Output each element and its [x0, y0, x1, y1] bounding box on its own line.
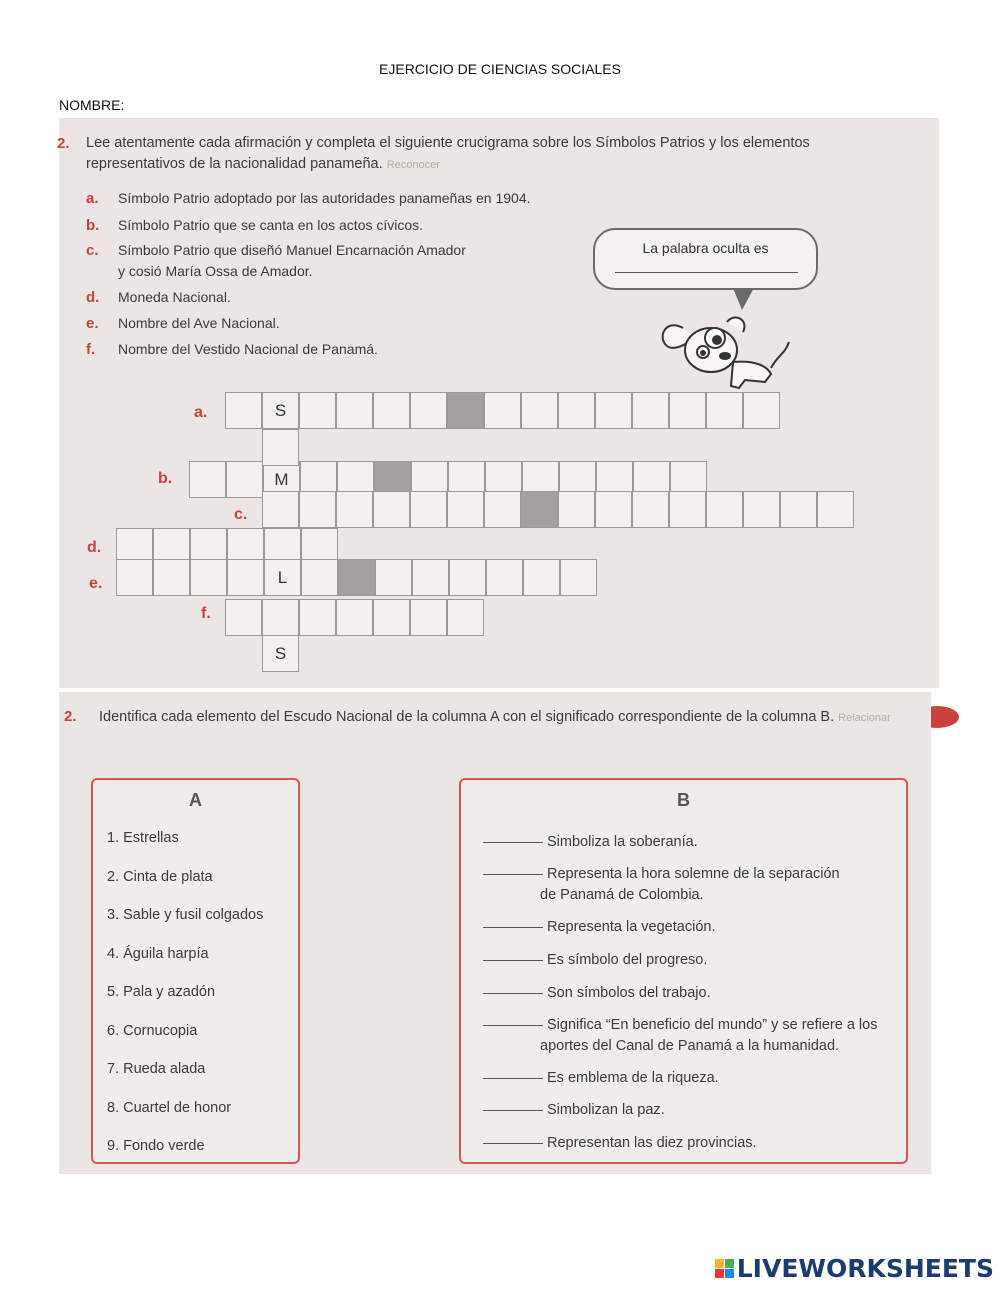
answer-blank[interactable] [483, 960, 543, 961]
crossword-cell-e[interactable] [190, 559, 227, 596]
crossword-cell-a[interactable] [595, 392, 632, 429]
crossword-cell-a[interactable] [447, 392, 484, 429]
question-number: 2. [64, 708, 77, 725]
crossword-cell-c[interactable] [558, 491, 595, 528]
crossword-cell-b[interactable] [226, 461, 263, 498]
crossword-cell-a: S [262, 392, 299, 429]
crossword-instruction [86, 133, 846, 176]
crossword-cell-b: M [263, 461, 300, 498]
crossword-cell-c[interactable] [262, 491, 299, 528]
crossword-cell-f[interactable] [447, 599, 484, 636]
column-a-title: A [189, 790, 202, 810]
grid-label-e: e. [89, 575, 103, 592]
answer-blank[interactable] [483, 842, 543, 843]
question-number: 2. [57, 135, 70, 152]
crossword-cell-e[interactable] [227, 559, 264, 596]
crossword-cell-e[interactable] [412, 559, 449, 596]
crossword-cell-e[interactable] [486, 559, 523, 596]
crossword-cell-a[interactable] [558, 392, 595, 429]
crossword-cell-c[interactable] [373, 491, 410, 528]
crossword-cell-a[interactable] [484, 392, 521, 429]
crossword-cell-c[interactable] [447, 491, 484, 528]
crossword-cell-c[interactable] [706, 491, 743, 528]
matching-section [59, 692, 931, 1174]
name-label: NOMBRE: [59, 97, 125, 113]
column-b-box [459, 778, 908, 1164]
answer-blank[interactable] [483, 993, 543, 994]
speech-bubble-tail [733, 288, 754, 310]
clue-f: f. Nombre del Vestido Nacional de Panamá. [86, 341, 378, 358]
clue-c: c. Símbolo Patrio que diseñó Manuel Encarnación Amador y cosió María Ossa de Amador. [86, 242, 466, 279]
crossword-cell-c[interactable] [484, 491, 521, 528]
list-item: Es símbolo del progreso. [483, 950, 901, 971]
crossword-cell-c[interactable] [336, 491, 373, 528]
crossword-cell-c[interactable] [669, 491, 706, 528]
liveworksheets-logo [715, 1254, 994, 1283]
grid-label-b: b. [158, 470, 173, 487]
crossword-cell-e[interactable] [560, 559, 597, 596]
crossword-cell-c[interactable] [817, 491, 854, 528]
list-item: Simboliza la soberanía. [483, 832, 901, 853]
list-item: 6. Cornucopia [107, 1023, 198, 1039]
list-item: 1. Estrellas [107, 830, 179, 846]
list-item: Representa la hora solemne de la separación de Panamá de Colombia. [483, 864, 901, 906]
logo-text: LIVEWORKSHEETS [736, 1254, 994, 1283]
clue-b: b. Símbolo Patrio que se canta en los actos cívicos. [86, 217, 424, 234]
dog-mascot-icon [655, 308, 795, 398]
crossword-section [59, 118, 939, 688]
crossword-cell-a[interactable] [299, 392, 336, 429]
crossword-cell-e[interactable] [338, 559, 375, 596]
crossword-cell-e[interactable] [375, 559, 412, 596]
crossword-cell-a[interactable] [373, 392, 410, 429]
instruction-text: Lee atentamente cada afirmación y completa el siguiente crucigrama sobre los Símbolos Patrios y los elementos representativos de la nacionalidad panameña. [86, 135, 810, 172]
crossword-cell-e[interactable] [116, 559, 153, 596]
list-item: 9. Fondo verde [107, 1138, 205, 1154]
crossword-cell-c[interactable] [521, 491, 558, 528]
crossword-cell-f[interactable] [225, 599, 262, 636]
document-title: EJERCICIO DE CIENCIAS SOCIALES [379, 61, 621, 77]
crossword-cell-c[interactable] [780, 491, 817, 528]
list-item: Son símbolos del trabajo. [483, 983, 901, 1004]
crossword-cell-e[interactable] [301, 559, 338, 596]
grid-label-d: d. [87, 539, 102, 556]
clue-e: e. Nombre del Ave Nacional. [86, 315, 280, 332]
crossword-cell-f[interactable] [373, 599, 410, 636]
list-item: Es emblema de la riqueza. [483, 1068, 901, 1089]
crossword-cell-a[interactable] [521, 392, 558, 429]
list-item: 4. Águila harpía [107, 946, 209, 962]
grid-label-c: c. [234, 506, 248, 523]
list-item: 2. Cinta de plata [107, 869, 213, 885]
answer-blank[interactable] [483, 1143, 543, 1144]
list-item: Representan las diez provincias. [483, 1133, 901, 1154]
answer-blank[interactable] [483, 1025, 543, 1026]
list-item: 8. Cuartel de honor [107, 1100, 232, 1116]
crossword-cell-vertical[interactable] [262, 429, 299, 466]
answer-blank[interactable] [483, 874, 543, 875]
answer-blank[interactable] [483, 1110, 543, 1111]
crossword-cell-c[interactable] [299, 491, 336, 528]
crossword-cell-a[interactable] [632, 392, 669, 429]
crossword-cell-e[interactable] [153, 559, 190, 596]
crossword-cell-f[interactable] [410, 599, 447, 636]
hint-label: Reconocer [386, 159, 440, 171]
crossword-cell-f[interactable] [336, 599, 373, 636]
crossword-cell-c[interactable] [743, 491, 780, 528]
crossword-cell-e[interactable] [449, 559, 486, 596]
grid-label-a: a. [194, 404, 208, 421]
list-item: Simbolizan la paz. [483, 1100, 901, 1121]
list-item: Representa la vegetación. [483, 917, 901, 938]
crossword-cell-a[interactable] [706, 392, 743, 429]
crossword-cell-vertical: S [262, 635, 299, 672]
list-item: 3. Sable y fusil colgados [107, 907, 264, 923]
clue-a: a. Símbolo Patrio adoptado por las autoridades panameñas en 1904. [86, 190, 531, 207]
hidden-word-label: La palabra oculta es [642, 240, 769, 256]
list-item: 7. Rueda alada [107, 1061, 206, 1077]
hidden-word-blank[interactable] [615, 272, 798, 273]
speech-bubble [593, 228, 818, 290]
clue-d: d. Moneda Nacional. [86, 289, 231, 306]
crossword-cell-a[interactable] [336, 392, 373, 429]
crossword-cell-a[interactable] [225, 392, 262, 429]
column-a-box [91, 778, 300, 1164]
crossword-cell-c[interactable] [410, 491, 447, 528]
crossword-cell-f[interactable] [299, 599, 336, 636]
answer-blank[interactable] [483, 1078, 543, 1079]
crossword-cell-c[interactable] [595, 491, 632, 528]
crossword-cell-a[interactable] [743, 392, 780, 429]
crossword-cell-c[interactable] [632, 491, 669, 528]
crossword-cell-a[interactable] [410, 392, 447, 429]
logo-squares-icon [715, 1259, 734, 1278]
crossword-cell-b[interactable] [189, 461, 226, 498]
matching-instruction [99, 706, 909, 729]
hint-label: Relacionar [838, 712, 891, 724]
list-item: 5. Pala y azadón [107, 984, 216, 1000]
list-item: Significa “En beneficio del mundo” y se refiere a los aportes del Canal de Panamá a la humanidad. [483, 1015, 901, 1057]
crossword-cell-f[interactable] [262, 599, 299, 636]
instruction-text: Identifica cada elemento del Escudo Nacional de la columna A con el significado correspondiente de la columna B. [99, 709, 835, 725]
answer-blank[interactable] [483, 927, 543, 928]
grid-label-f: f. [201, 605, 211, 622]
crossword-cell-a[interactable] [669, 392, 706, 429]
column-b-title: B [677, 790, 690, 810]
crossword-cell-e: L [264, 559, 301, 596]
crossword-cell-e[interactable] [523, 559, 560, 596]
